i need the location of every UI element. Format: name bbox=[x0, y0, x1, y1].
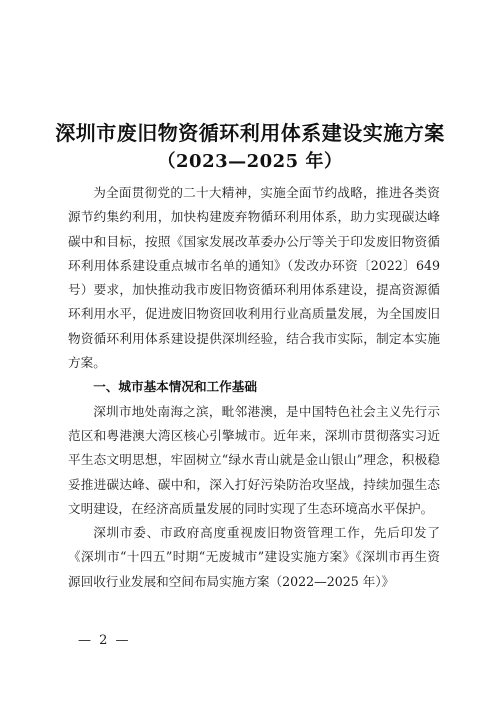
intro-paragraph: 为全面贯彻党的二十大精神，实施全面节约战略，推进各类资源节约集约利用，加快构建废弃物循环利用体系，助力实现碳达峰碳中和目标，按照《国家发展改革委办公厅等关于印发废旧物资循环利用体系建设重点城市名单的通知》（发改办环资〔2022〕649 号）要求，加快推动我市废旧物资循环利用体系建设，提高资源循环利用水平，促进废旧物资回收利用行业高质量发展，为全国废旧物资循环利用体系建设提供深圳经验，结合我市实际，制定本实施方案。 bbox=[68, 185, 440, 371]
document-subtitle-years: （2023—2025 年） bbox=[157, 151, 343, 172]
document-body bbox=[68, 181, 440, 594]
body-paragraph: 深圳市委、市政府高度重视废旧物资管理工作，先后印发了《深圳市“十四五”时期“无废城市”建设实施方案》《深圳市再生资源回收行业发展和空间布局实施方案（2022—2025 年）》 bbox=[68, 525, 440, 589]
body-paragraph: 深圳市地处南海之滨，毗邻港澳，是中国特色社会主义先行示范区和粤港澳大湾区核心引擎城市。近年来，深圳市贯彻落实习近平生态文明思想，牢固树立“绿水青山就是金山银山”理念，积极稳妥推进碳达峰、碳中和，深入打好污染防治攻坚战，持续加强生态文明建设，在经济高质量发展的同时实现了生态环境高水平保护。 bbox=[68, 403, 440, 516]
document-title: 深圳市废旧物资循环利用体系建设实施方案 bbox=[55, 121, 445, 145]
section-heading: 一、城市基本情况和工作基础 bbox=[93, 379, 257, 395]
page-number: — 2 — bbox=[78, 633, 131, 648]
